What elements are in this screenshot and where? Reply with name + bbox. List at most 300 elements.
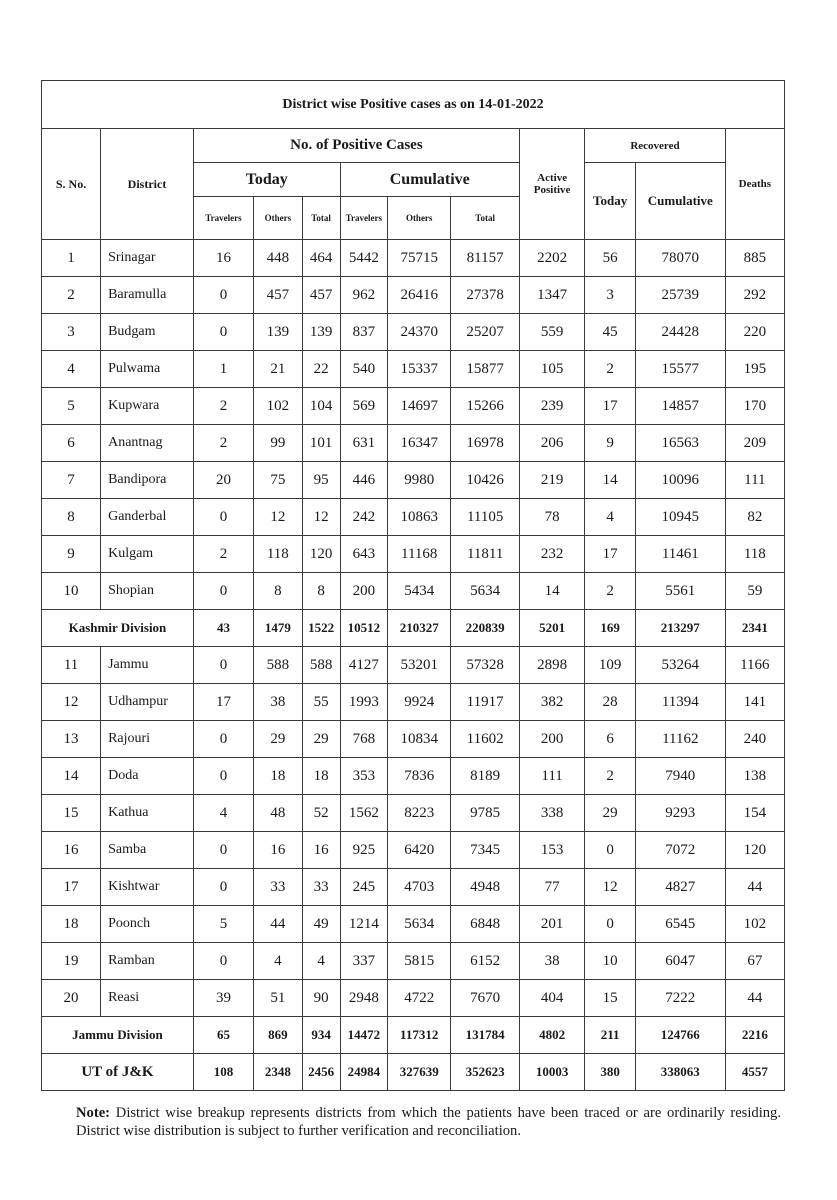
sno-cell: 15	[42, 795, 101, 832]
cum-others-cell: 14697	[388, 388, 451, 425]
district-cell: Shopian	[101, 573, 194, 610]
recovered-today-cell: 4	[585, 499, 636, 536]
sno-cell: 3	[42, 314, 101, 351]
active-positive-cell: 78	[519, 499, 584, 536]
active-positive-cell: 10003	[519, 1054, 584, 1091]
active-positive-cell: 232	[519, 536, 584, 573]
deaths-cell: 44	[725, 869, 784, 906]
deaths-cell: 195	[725, 351, 784, 388]
today-others-cell: 8	[254, 573, 303, 610]
summary-label-cell: Kashmir Division	[42, 610, 194, 647]
active-positive-cell: 38	[519, 943, 584, 980]
today-total-cell: 457	[302, 277, 340, 314]
recovered-today-cell: 29	[585, 795, 636, 832]
table-row	[42, 980, 785, 1017]
today-total-cell: 588	[302, 647, 340, 684]
footnote	[76, 1104, 781, 1140]
cum-travelers-cell: 925	[340, 832, 387, 869]
cum-others-cell: 117312	[388, 1017, 451, 1054]
today-total-cell: 2456	[302, 1054, 340, 1091]
recovered-today-cell: 0	[585, 832, 636, 869]
table-body	[42, 240, 785, 1091]
cum-total-cell: 25207	[451, 314, 520, 351]
today-travelers-cell: 17	[193, 684, 253, 721]
recovered-cumulative-cell: 5561	[635, 573, 725, 610]
recovered-cumulative-header: Cumulative	[635, 163, 725, 240]
today-total-cell: 4	[302, 943, 340, 980]
recovered-cumulative-cell: 11394	[635, 684, 725, 721]
deaths-cell: 220	[725, 314, 784, 351]
active-positive-cell: 201	[519, 906, 584, 943]
active-positive-cell: 200	[519, 721, 584, 758]
district-cell: Ramban	[101, 943, 194, 980]
table-row	[42, 832, 785, 869]
deaths-cell: 59	[725, 573, 784, 610]
ut-total-row	[42, 1054, 785, 1091]
table-row	[42, 277, 785, 314]
table-row	[42, 684, 785, 721]
recovered-today-cell: 17	[585, 536, 636, 573]
cum-total-cell: 15877	[451, 351, 520, 388]
table-row	[42, 795, 785, 832]
cumulative-header: Cumulative	[340, 163, 519, 197]
recovered-cumulative-cell: 11461	[635, 536, 725, 573]
recovered-today-cell: 169	[585, 610, 636, 647]
recovered-cumulative-cell: 78070	[635, 240, 725, 277]
cum-travelers-cell: 643	[340, 536, 387, 573]
cum-travelers-cell: 10512	[340, 610, 387, 647]
today-total-cell: 52	[302, 795, 340, 832]
today-others-cell: 38	[254, 684, 303, 721]
district-cell: Pulwama	[101, 351, 194, 388]
cum-total-cell: 16978	[451, 425, 520, 462]
active-positive-cell: 5201	[519, 610, 584, 647]
cum-total-cell: 11917	[451, 684, 520, 721]
recovered-today-cell: 9	[585, 425, 636, 462]
today-total-cell: 18	[302, 758, 340, 795]
district-cell: Kulgam	[101, 536, 194, 573]
sno-cell: 12	[42, 684, 101, 721]
recovered-header: Recovered	[585, 129, 725, 163]
deaths-cell: 138	[725, 758, 784, 795]
today-total-cell: 8	[302, 573, 340, 610]
recovered-cumulative-cell: 4827	[635, 869, 725, 906]
deaths-cell: 4557	[725, 1054, 784, 1091]
today-travelers-cell: 5	[193, 906, 253, 943]
district-header: District	[101, 129, 194, 240]
recovered-cumulative-cell: 124766	[635, 1017, 725, 1054]
recovered-cumulative-cell: 9293	[635, 795, 725, 832]
sno-cell: 13	[42, 721, 101, 758]
cum-travelers-cell: 337	[340, 943, 387, 980]
today-header: Today	[193, 163, 340, 197]
today-travelers-cell: 20	[193, 462, 253, 499]
deaths-cell: 240	[725, 721, 784, 758]
recovered-cumulative-cell: 10945	[635, 499, 725, 536]
recovered-cumulative-cell: 11162	[635, 721, 725, 758]
recovered-cumulative-cell: 16563	[635, 425, 725, 462]
cum-travelers-cell: 569	[340, 388, 387, 425]
cumulative-others-header: Others	[388, 197, 451, 240]
note-text: District wise breakup represents districts from which the patients have been traced or are ordinarily residing. District wise distribution is subject to further verification and reconciliation.	[76, 1105, 781, 1139]
cum-travelers-cell: 4127	[340, 647, 387, 684]
today-travelers-cell: 0	[193, 832, 253, 869]
active-positive-cell: 1347	[519, 277, 584, 314]
recovered-cumulative-cell: 213297	[635, 610, 725, 647]
cum-travelers-cell: 768	[340, 721, 387, 758]
recovered-today-cell: 211	[585, 1017, 636, 1054]
today-others-cell: 869	[254, 1017, 303, 1054]
recovered-today-cell: 3	[585, 277, 636, 314]
active-positive-cell: 338	[519, 795, 584, 832]
today-others-cell: 457	[254, 277, 303, 314]
cum-total-cell: 6848	[451, 906, 520, 943]
deaths-cell: 141	[725, 684, 784, 721]
table-title: District wise Positive cases as on 14-01-2022	[42, 81, 785, 129]
district-cell: Kupwara	[101, 388, 194, 425]
active-positive-cell: 239	[519, 388, 584, 425]
district-cell: Bandipora	[101, 462, 194, 499]
deaths-cell: 885	[725, 240, 784, 277]
summary-label-cell: UT of J&K	[42, 1054, 194, 1091]
cum-total-cell: 5634	[451, 573, 520, 610]
cum-travelers-cell: 245	[340, 869, 387, 906]
today-total-cell: 33	[302, 869, 340, 906]
recovered-cumulative-cell: 7222	[635, 980, 725, 1017]
cum-others-cell: 9980	[388, 462, 451, 499]
district-cell: Reasi	[101, 980, 194, 1017]
recovered-cumulative-cell: 6047	[635, 943, 725, 980]
today-travelers-cell: 0	[193, 869, 253, 906]
cum-others-cell: 15337	[388, 351, 451, 388]
recovered-today-cell: 109	[585, 647, 636, 684]
district-cell: Doda	[101, 758, 194, 795]
deaths-header: Deaths	[725, 129, 784, 240]
table-row	[42, 573, 785, 610]
today-total-header: Total	[302, 197, 340, 240]
table-row	[42, 462, 785, 499]
district-cell: Kathua	[101, 795, 194, 832]
recovered-today-cell: 12	[585, 869, 636, 906]
today-others-cell: 139	[254, 314, 303, 351]
table-row	[42, 758, 785, 795]
recovered-today-cell: 0	[585, 906, 636, 943]
active-positive-cell: 111	[519, 758, 584, 795]
today-total-cell: 12	[302, 499, 340, 536]
active-positive-cell: 153	[519, 832, 584, 869]
table-row	[42, 869, 785, 906]
district-cell: Srinagar	[101, 240, 194, 277]
today-others-cell: 2348	[254, 1054, 303, 1091]
sno-cell: 18	[42, 906, 101, 943]
sno-cell: 8	[42, 499, 101, 536]
today-others-cell: 51	[254, 980, 303, 1017]
recovered-cumulative-cell: 25739	[635, 277, 725, 314]
active-positive-cell: 206	[519, 425, 584, 462]
active-positive-cell: 404	[519, 980, 584, 1017]
active-positive-cell: 2898	[519, 647, 584, 684]
cum-others-cell: 210327	[388, 610, 451, 647]
cum-travelers-cell: 1993	[340, 684, 387, 721]
cum-others-cell: 8223	[388, 795, 451, 832]
sno-header: S. No.	[42, 129, 101, 240]
cum-others-cell: 11168	[388, 536, 451, 573]
district-cell: Kishtwar	[101, 869, 194, 906]
today-total-cell: 95	[302, 462, 340, 499]
cum-total-cell: 11602	[451, 721, 520, 758]
today-others-header: Others	[254, 197, 303, 240]
recovered-today-cell: 6	[585, 721, 636, 758]
cum-travelers-cell: 24984	[340, 1054, 387, 1091]
today-others-cell: 99	[254, 425, 303, 462]
cum-others-cell: 327639	[388, 1054, 451, 1091]
cum-total-cell: 11105	[451, 499, 520, 536]
today-others-cell: 48	[254, 795, 303, 832]
today-total-cell: 104	[302, 388, 340, 425]
positive-cases-header: No. of Positive Cases	[193, 129, 519, 163]
sno-cell: 14	[42, 758, 101, 795]
today-total-cell: 22	[302, 351, 340, 388]
deaths-cell: 170	[725, 388, 784, 425]
recovered-today-cell: 2	[585, 573, 636, 610]
cum-travelers-cell: 200	[340, 573, 387, 610]
recovered-cumulative-cell: 7072	[635, 832, 725, 869]
deaths-cell: 82	[725, 499, 784, 536]
cum-others-cell: 24370	[388, 314, 451, 351]
recovered-today-cell: 15	[585, 980, 636, 1017]
cum-others-cell: 10863	[388, 499, 451, 536]
today-total-cell: 139	[302, 314, 340, 351]
cum-others-cell: 5634	[388, 906, 451, 943]
recovered-cumulative-cell: 53264	[635, 647, 725, 684]
today-others-cell: 102	[254, 388, 303, 425]
cum-total-cell: 81157	[451, 240, 520, 277]
recovered-cumulative-cell: 24428	[635, 314, 725, 351]
table-row	[42, 536, 785, 573]
today-others-cell: 118	[254, 536, 303, 573]
sno-cell: 5	[42, 388, 101, 425]
recovered-today-cell: 56	[585, 240, 636, 277]
jammu-total-row	[42, 1017, 785, 1054]
today-others-cell: 588	[254, 647, 303, 684]
cum-others-cell: 6420	[388, 832, 451, 869]
deaths-cell: 111	[725, 462, 784, 499]
cum-others-cell: 5434	[388, 573, 451, 610]
cum-travelers-cell: 353	[340, 758, 387, 795]
recovered-today-cell: 14	[585, 462, 636, 499]
today-travelers-cell: 0	[193, 943, 253, 980]
today-travelers-cell: 0	[193, 314, 253, 351]
cum-travelers-cell: 1214	[340, 906, 387, 943]
deaths-cell: 44	[725, 980, 784, 1017]
today-travelers-cell: 0	[193, 721, 253, 758]
district-cell: Samba	[101, 832, 194, 869]
today-travelers-cell: 0	[193, 277, 253, 314]
deaths-cell: 120	[725, 832, 784, 869]
summary-label-cell: Jammu Division	[42, 1017, 194, 1054]
cum-total-cell: 11811	[451, 536, 520, 573]
cum-total-cell: 27378	[451, 277, 520, 314]
kashmir-total-row	[42, 610, 785, 647]
sno-cell: 4	[42, 351, 101, 388]
cum-total-cell: 10426	[451, 462, 520, 499]
cum-travelers-cell: 14472	[340, 1017, 387, 1054]
district-cell: Jammu	[101, 647, 194, 684]
cum-others-cell: 16347	[388, 425, 451, 462]
cum-others-cell: 75715	[388, 240, 451, 277]
today-travelers-cell: 0	[193, 573, 253, 610]
table-row	[42, 721, 785, 758]
cum-travelers-cell: 837	[340, 314, 387, 351]
recovered-today-cell: 45	[585, 314, 636, 351]
recovered-today-header: Today	[585, 163, 636, 240]
table-row	[42, 647, 785, 684]
table-row	[42, 943, 785, 980]
cum-travelers-cell: 1562	[340, 795, 387, 832]
sno-cell: 20	[42, 980, 101, 1017]
cum-others-cell: 7836	[388, 758, 451, 795]
cum-total-cell: 131784	[451, 1017, 520, 1054]
today-others-cell: 16	[254, 832, 303, 869]
deaths-cell: 2216	[725, 1017, 784, 1054]
active-positive-cell: 77	[519, 869, 584, 906]
active-positive-cell: 4802	[519, 1017, 584, 1054]
district-cell: Budgam	[101, 314, 194, 351]
today-total-cell: 1522	[302, 610, 340, 647]
cumulative-total-header: Total	[451, 197, 520, 240]
today-others-cell: 21	[254, 351, 303, 388]
cumulative-travelers-header: Travelers	[340, 197, 387, 240]
cum-others-cell: 5815	[388, 943, 451, 980]
cum-travelers-cell: 446	[340, 462, 387, 499]
recovered-cumulative-cell: 14857	[635, 388, 725, 425]
sno-cell: 9	[42, 536, 101, 573]
cum-total-cell: 220839	[451, 610, 520, 647]
recovered-today-cell: 2	[585, 758, 636, 795]
today-travelers-cell: 16	[193, 240, 253, 277]
deaths-cell: 1166	[725, 647, 784, 684]
today-others-cell: 4	[254, 943, 303, 980]
recovered-cumulative-cell: 338063	[635, 1054, 725, 1091]
cum-others-cell: 4703	[388, 869, 451, 906]
active-positive-cell: 219	[519, 462, 584, 499]
active-positive-cell: 559	[519, 314, 584, 351]
cum-total-cell: 9785	[451, 795, 520, 832]
district-cell: Baramulla	[101, 277, 194, 314]
today-travelers-cell: 2	[193, 388, 253, 425]
cum-total-cell: 8189	[451, 758, 520, 795]
today-travelers-cell: 0	[193, 758, 253, 795]
today-others-cell: 29	[254, 721, 303, 758]
cum-total-cell: 15266	[451, 388, 520, 425]
cum-others-cell: 10834	[388, 721, 451, 758]
today-others-cell: 448	[254, 240, 303, 277]
cum-travelers-cell: 631	[340, 425, 387, 462]
deaths-cell: 209	[725, 425, 784, 462]
today-others-cell: 75	[254, 462, 303, 499]
district-cell: Poonch	[101, 906, 194, 943]
deaths-cell: 154	[725, 795, 784, 832]
active-positive-cell: 382	[519, 684, 584, 721]
deaths-cell: 2341	[725, 610, 784, 647]
deaths-cell: 67	[725, 943, 784, 980]
active-positive-cell: 105	[519, 351, 584, 388]
cum-travelers-cell: 540	[340, 351, 387, 388]
today-travelers-cell: 0	[193, 499, 253, 536]
recovered-today-cell: 2	[585, 351, 636, 388]
table-row	[42, 906, 785, 943]
district-cell: Udhampur	[101, 684, 194, 721]
cum-travelers-cell: 5442	[340, 240, 387, 277]
cum-travelers-cell: 962	[340, 277, 387, 314]
cum-travelers-cell: 2948	[340, 980, 387, 1017]
today-travelers-cell: 2	[193, 425, 253, 462]
today-travelers-cell: 2	[193, 536, 253, 573]
cases-sheet	[41, 80, 785, 1091]
recovered-today-cell: 17	[585, 388, 636, 425]
recovered-today-cell: 28	[585, 684, 636, 721]
deaths-cell: 292	[725, 277, 784, 314]
today-travelers-cell: 39	[193, 980, 253, 1017]
table-row	[42, 314, 785, 351]
active-positive-header: Active Positive	[519, 129, 584, 240]
cases-table	[41, 80, 785, 1091]
sno-cell: 17	[42, 869, 101, 906]
today-others-cell: 1479	[254, 610, 303, 647]
sno-cell: 11	[42, 647, 101, 684]
cum-others-cell: 26416	[388, 277, 451, 314]
table-row	[42, 425, 785, 462]
today-total-cell: 101	[302, 425, 340, 462]
cum-total-cell: 57328	[451, 647, 520, 684]
cum-others-cell: 4722	[388, 980, 451, 1017]
today-travelers-cell: 65	[193, 1017, 253, 1054]
sno-cell: 19	[42, 943, 101, 980]
today-others-cell: 12	[254, 499, 303, 536]
today-travelers-cell: 1	[193, 351, 253, 388]
today-travelers-header: Travelers	[193, 197, 253, 240]
district-cell: Ganderbal	[101, 499, 194, 536]
today-others-cell: 33	[254, 869, 303, 906]
active-positive-cell: 14	[519, 573, 584, 610]
today-others-cell: 44	[254, 906, 303, 943]
sno-cell: 16	[42, 832, 101, 869]
recovered-cumulative-cell: 7940	[635, 758, 725, 795]
today-total-cell: 16	[302, 832, 340, 869]
sno-cell: 2	[42, 277, 101, 314]
recovered-today-cell: 380	[585, 1054, 636, 1091]
deaths-cell: 102	[725, 906, 784, 943]
sno-cell: 6	[42, 425, 101, 462]
recovered-cumulative-cell: 10096	[635, 462, 725, 499]
today-total-cell: 55	[302, 684, 340, 721]
cum-total-cell: 7345	[451, 832, 520, 869]
cum-total-cell: 4948	[451, 869, 520, 906]
today-total-cell: 934	[302, 1017, 340, 1054]
table-row	[42, 499, 785, 536]
cum-travelers-cell: 242	[340, 499, 387, 536]
cum-others-cell: 9924	[388, 684, 451, 721]
today-total-cell: 49	[302, 906, 340, 943]
today-travelers-cell: 0	[193, 647, 253, 684]
today-others-cell: 18	[254, 758, 303, 795]
cum-total-cell: 7670	[451, 980, 520, 1017]
recovered-today-cell: 10	[585, 943, 636, 980]
table-row	[42, 240, 785, 277]
sno-cell: 10	[42, 573, 101, 610]
today-total-cell: 464	[302, 240, 340, 277]
cum-total-cell: 6152	[451, 943, 520, 980]
